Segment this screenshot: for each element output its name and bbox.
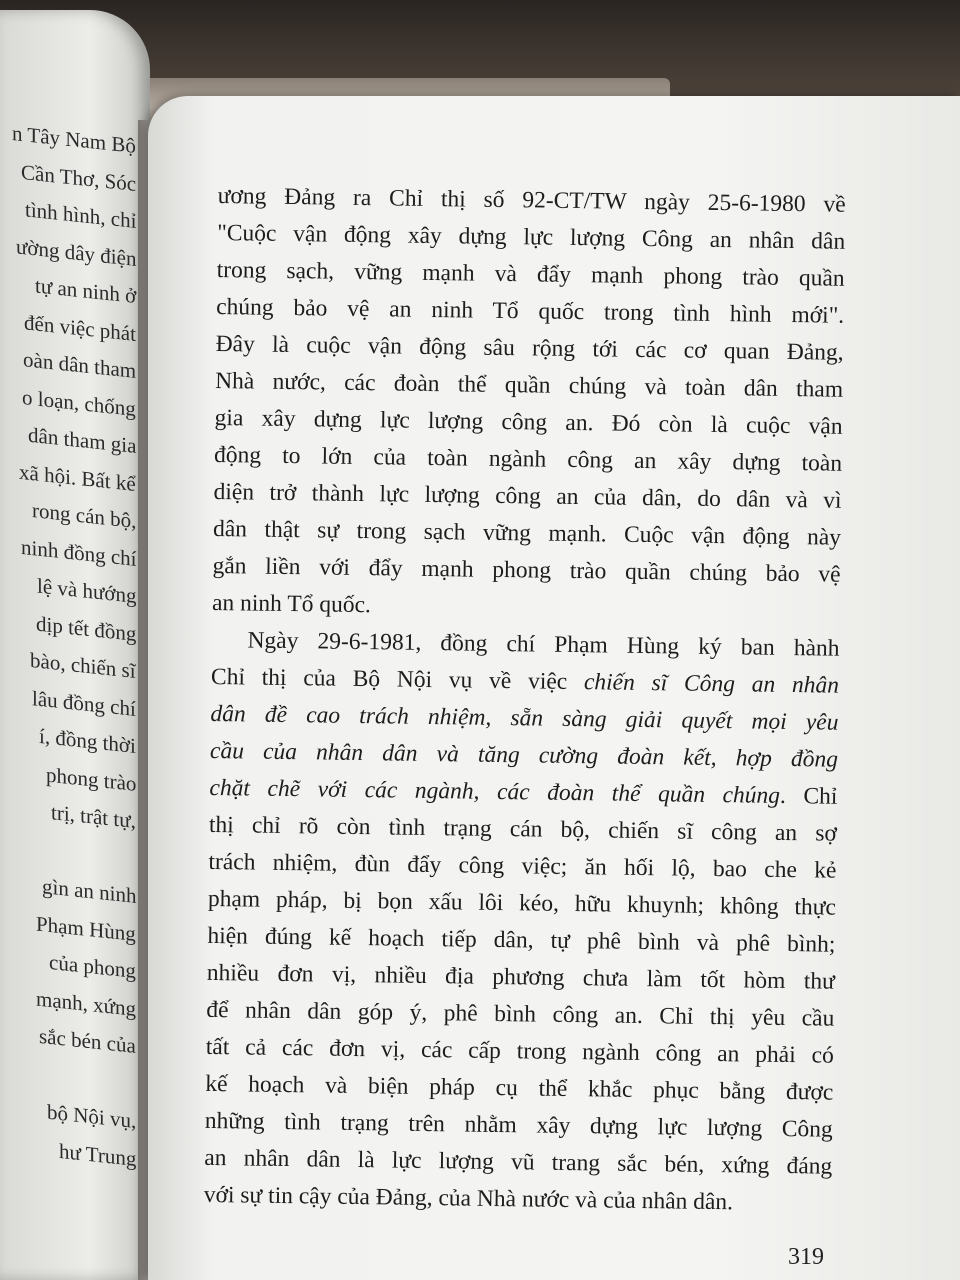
text-line: trong sạch, vững mạnh và đẩy mạnh phong trào quần bbox=[216, 256, 845, 292]
left-page-line: sắc bén của bbox=[39, 1023, 136, 1058]
left-page-line: gìn an ninh bbox=[41, 874, 136, 908]
right-page-text bbox=[204, 178, 846, 1223]
left-page-line: trị, trật tự, bbox=[51, 800, 136, 833]
text-line: trách nhiệm, đùn đẩy công việc; ăn hối lộ, bao che kẻ bbox=[208, 848, 837, 884]
left-page-line: phong trào bbox=[45, 761, 136, 796]
left-page-line: bào, chiến sĩ bbox=[30, 647, 136, 683]
left-page bbox=[0, 10, 150, 1280]
left-page-line: ường dây điện bbox=[15, 233, 136, 271]
text-line: tất cả các đơn vị, các cấp trong ngành công an phải có bbox=[205, 1033, 834, 1069]
text-italic: chặt chẽ với các ngành, các đoàn thể quần chúng bbox=[209, 774, 781, 809]
left-page-line: mạnh, xứng bbox=[35, 985, 136, 1021]
text-line: an ninh Tổ quốc. bbox=[211, 589, 372, 619]
text-line: nhiều đơn vị, nhiều địa phương chưa làm tốt hòm thư bbox=[206, 959, 836, 995]
left-page-line: dân tham gia bbox=[27, 422, 136, 458]
left-page-line: đến việc phát bbox=[24, 309, 136, 346]
text-line: dân thật sự trong sạch vững mạnh. Cuộc vận động này bbox=[212, 515, 842, 551]
left-page-line: hư Trung bbox=[58, 1138, 136, 1171]
text-line: kế hoạch và biện pháp cụ thể khắc phục bằng được bbox=[205, 1070, 834, 1106]
left-page-line: o loạn, chống bbox=[22, 384, 136, 421]
text-line: hiện đúng kế hoạch tiếp dân, tự phê bình và phê bình; bbox=[207, 922, 836, 958]
text-line: thị chỉ rõ còn tình trạng cán bộ, chiến sĩ công an sợ bbox=[208, 811, 838, 847]
text-line: diện trở thành lực lượng công an của dân, do dân và vì bbox=[213, 478, 842, 514]
left-page-line: lâu đồng chí bbox=[32, 685, 136, 721]
left-page-line: Cần Thơ, Sóc bbox=[20, 159, 136, 196]
text-line: Ngày 29-6-1981, đồng chí Phạm Hùng ký ban hành bbox=[247, 627, 840, 662]
paragraph-1 bbox=[212, 178, 846, 631]
text-normal: Chỉ thị của Bộ Nội vụ về việc bbox=[210, 663, 585, 696]
left-page-line: rong cán bộ, bbox=[31, 498, 136, 533]
text-line-italic: cầu của nhân dân và tăng cường đoàn kết, hợp đồng bbox=[209, 737, 839, 773]
text-line-italic: dân đề cao trách nhiệm, sẵn sàng giải quyết mọi yêu bbox=[210, 700, 839, 736]
text-line: động to lớn của toàn ngành công an xây dựng toàn bbox=[213, 441, 843, 477]
left-page-line: bộ Nội vụ, bbox=[46, 1099, 136, 1133]
left-page-line: tự an ninh ở bbox=[34, 273, 136, 308]
left-page-line: í, đồng thời bbox=[39, 723, 136, 758]
text-line: gia xây dựng lực lượng công an. Đó còn là cuộc vận bbox=[214, 404, 843, 440]
text-line: Đây là cuộc vận động sâu rộng tới các cơ quan Đảng, bbox=[215, 330, 844, 366]
left-page-line: oàn dân tham bbox=[22, 347, 136, 383]
text-line: ương Đảng ra Chỉ thị số 92-CT/TW ngày 25-6-1980 về bbox=[217, 182, 846, 218]
text-line: Nhà nước, các đoàn thể quần chúng và toàn dân tham bbox=[214, 367, 844, 403]
text-line: chúng bảo vệ an ninh Tổ quốc trong tình hình mới". bbox=[216, 293, 845, 329]
text-line: "Cuộc vận động xây dựng lực lượng Công an nhân dân bbox=[217, 219, 846, 255]
paragraph-2 bbox=[204, 622, 840, 1223]
left-page-line: lệ và hướng bbox=[36, 573, 136, 608]
text-normal: . Chỉ bbox=[779, 782, 838, 810]
left-page-line: Phạm Hùng bbox=[36, 911, 136, 946]
left-page-line: tình hình, chỉ bbox=[24, 197, 136, 233]
text-line: với sự tin cậy của Đảng, của Nhà nước và của nhân dân. bbox=[203, 1181, 734, 1216]
text-line: phạm pháp, bị bọn xấu lôi kéo, hữu khuynh; không thực bbox=[207, 885, 837, 921]
left-page-line: dịp tết đồng bbox=[35, 610, 136, 646]
text-line: gắn liền với đẩy mạnh phong trào quần chúng bảo vệ bbox=[212, 552, 841, 588]
left-page-line: của phong bbox=[49, 949, 136, 983]
left-page-line: n Tây Nam Bộ bbox=[12, 120, 136, 158]
text-italic: chiến sĩ Công an nhân bbox=[583, 669, 840, 699]
text-line: những tình trạng trên nhằm xây dựng lực lượng Công bbox=[204, 1107, 833, 1143]
text-line: để nhân dân góp ý, phê bình công an. Chỉ thị yêu cầu bbox=[206, 996, 835, 1032]
text-line: an nhân dân là lực lượng vũ trang sắc bén, xứng đáng bbox=[204, 1144, 833, 1180]
left-page-line: xã hội. Bất kể bbox=[19, 459, 136, 496]
page-number: 319 bbox=[788, 1244, 824, 1270]
left-page-line: ninh đồng chí bbox=[20, 534, 136, 571]
